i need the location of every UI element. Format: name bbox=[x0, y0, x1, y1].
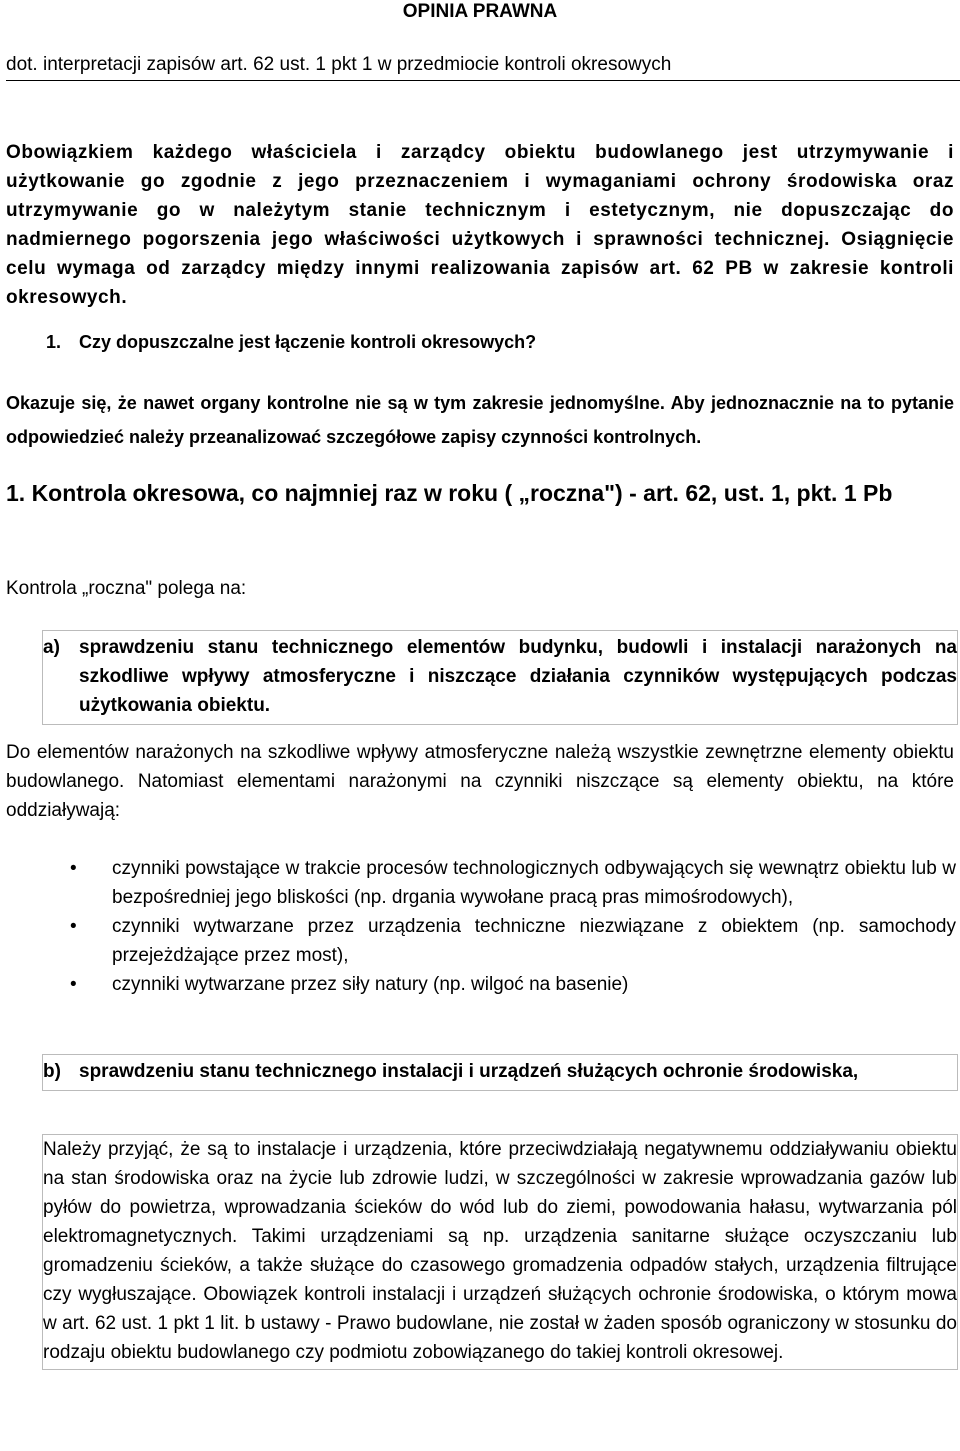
question-text: Czy dopuszczalne jest łączenie kontroli okresowych? bbox=[79, 332, 537, 352]
item-a bbox=[42, 630, 958, 725]
document-title: OPINIA PRAWNA bbox=[402, 1, 558, 22]
item-a-text: sprawdzeniu stanu technicznego elementów budynku, budowli i instalacji narażonych na szkodliwe wpływy atmosferyczne i niszczące działania czynników występujących podczas użytkowania obiektu. bbox=[79, 637, 957, 716]
section-heading-annual-control: 1. Kontrola okresowa, co najmniej raz w roku ( „roczna") - art. 62, ust. 1, pkt. 1 Pb bbox=[6, 480, 893, 506]
list-item: • czynniki powstające w trakcie procesów technologicznych odbywających się wewnątrz obiektu lub w bezpośredniej jego bliskości (np. drgania wywołane pracą pras mimośrodowych), bbox=[70, 854, 956, 912]
item-b-text: sprawdzeniu stanu technicznego instalacji i urządzeń służących ochronie środowiska, bbox=[79, 1061, 859, 1082]
item-b-label: b) bbox=[43, 1061, 61, 1082]
intro-paragraph: Obowiązkiem każdego właściciela i zarządcy obiektu budowlanego jest utrzymywanie i użytkowanie go zgodnie z jego przeznaczeniem i wymaganiami ochrony środowiska oraz utrzymywanie go w należytym stanie technicznym i estetycznym, nie dopuszczając do nadmiernego pogorszenia jego właściwości użytkowych i sprawności technicznej. Osiągnięcie celu wymaga od zarządcy między innymi realizowania zapisów art. 62 PB w zakresie kontroli okresowych. bbox=[6, 142, 954, 308]
question-heading bbox=[6, 332, 536, 353]
elements-paragraph: Do elementów narażonych na szkodliwe wpływy atmosferyczne należą wszystkie zewnętrzne elementy obiektu budowlanego. Natomiast elementami narażonymi na czynniki niszczące są elementy obiektu, na które oddziaływają: bbox=[6, 742, 954, 821]
factors-list bbox=[70, 854, 956, 999]
document-subtitle: dot. interpretacji zapisów art. 62 ust. 1 pkt 1 w przedmiocie kontroli okresowych bbox=[6, 52, 960, 81]
item-b bbox=[42, 1054, 958, 1091]
item-a-label: a) bbox=[43, 637, 60, 658]
lead-text: Kontrola „roczna" polega na: bbox=[6, 578, 247, 599]
answer-paragraph: Okazuje się, że nawet organy kontrolne nie są w tym zakresie jednomyślne. Aby jednoznacznie na to pytanie odpowiedzieć należy przeanalizować szczegółowe zapisy czynności kontrolnych. bbox=[6, 393, 954, 447]
list-item: • czynniki wytwarzane przez siły natury (np. wilgoć na basenie) bbox=[70, 970, 956, 999]
final-paragraph: Należy przyjąć, że są to instalacje i urządzenia, które przeciwdziałają negatywnemu oddziaływaniu obiektu na stan środowiska oraz na życie lub zdrowie ludzi, w szczególności w zakresie wprowadzania gazów lub pyłów do powietrza, wprowadzania ścieków do wód lub do ziemi, powodowania hałasu, wytwarzania pól elektromagnetycznych. Takimi urządzeniami są np. urządzenia sanitarne służące oczyszczaniu lub gromadzeniu ścieków, a także służące do czasowego gromadzenia odpadów stałych, urządzenia filtrujące czy wygłuszające. Obowiązek kontroli instalacji i urządzeń służących ochronie środowiska, o którym mowa w art. 62 ust. 1 pkt 1 lit. b ustawy - Prawo budowlane, nie został w żaden sposób ograniczony w stosunku do rodzaju obiektu budowlanego czy podmiotu zobowiązanego do takiej kontroli okresowej. bbox=[42, 1134, 958, 1370]
question-number: 1. bbox=[46, 332, 62, 352]
list-item: • czynniki wytwarzane przez urządzenia techniczne niezwiązane z obiektem (np. samochody przejeżdżające przez most), bbox=[70, 912, 956, 970]
